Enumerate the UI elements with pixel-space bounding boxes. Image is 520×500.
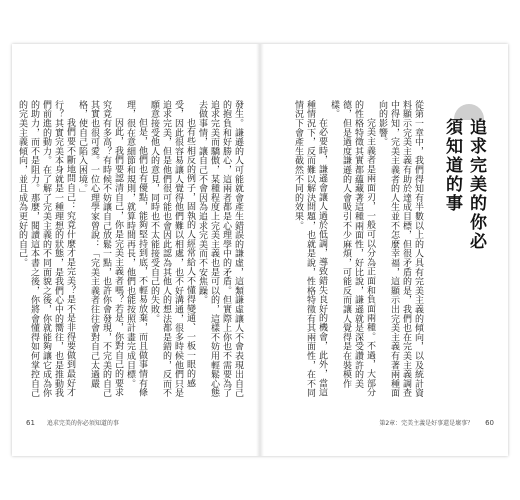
paragraph: 發生。謙遜的人可能就會產生錯誤的謙虛，這類謙虛讓人不會表現出自己的抱負和好勝心，這兩者都是心理學中的矛盾。但實際上你也不需要為了追求完美而驕傲，某種程度上完美主義也是可以的，這樣不妨用輕鬆心態去做事情，讓自己不會因為追求完美而不安焦躁。 (197, 100, 243, 398)
left-body-text (17, 100, 244, 400)
page-number: 60 (485, 419, 494, 427)
left-page (12, 44, 260, 456)
paragraph: 在必要時，謙遜會讓人過於低調，導致錯失良好的機會，此外，當這種情況下，反而難以解決問題，也就是說，性格特徵有其兩面性，在不同情況下會產生截然不同的效果。 (293, 100, 327, 398)
right-footer (379, 418, 494, 427)
right-page (260, 44, 508, 456)
chapter-title: 追求完美的你必須知道的事 (442, 118, 486, 251)
paragraph: 我們要不斷地問自己：究竟什麼才是完美？是不是非得要做到最好才行？其實完美本身就是一種理想的狀態，是我們心中的嚮往，也是推動我們前進的動力。在了解了完美主義的不同面貌之後，你就能夠讓它成為你的助力，而不是阻力。那麼，閱讀這本書之後，你將會懂得如何掌控自己的完美主義傾向，並且成為更好的自己。 (17, 100, 75, 398)
paragraph: 但是，他們也有優點，能夠堅持到底，不輕易放棄，而且做事情有條理，很在意細節和規則，就算時間再長，他們也能按照計畫完成目標。 (125, 100, 147, 397)
chapter-heading-block (440, 106, 488, 256)
paragraph: 從第一章中，我們得知有半數以上的人具有完美主義的傾向，以及統計資料顯示完美主義有助於達成目標，但很矛盾的是，我們也在完美主義調查中得知，完美主義者的人生並不怎麼幸福，這顯示出完美主義有著兩種面向的影響。 (377, 100, 423, 398)
paragraph: 完美主義者是兩面刃，一般可以分為正面和負面兩種。不過，大部分的性格特徵其實都蘊藏著這種兩面性，好比說，謙遜就是深受讚許的美德，但是過度謙遜的人會吸引不少麻煩，可能反而讓人覺得是在裝模作樣。 (329, 100, 375, 397)
paragraph: 也有些相反的例子，固執的人經常給人不懂得變通、一板一眼的感受，因此很容易讓人覺得他們難以相處，也不好溝通，很多時候他們只是追求完美，但是他們很可能也會因此認為其他人的想法都是錯的，反而不願意接受他人的意見，同時也不太能接受自己的失敗。 (149, 100, 195, 398)
running-head: 追求完美的你必須知道的事 (46, 420, 119, 427)
right-body-text (274, 100, 424, 400)
book-spread (12, 44, 508, 456)
chapter-label: 第2章：完美主義是好事還是壞事？ (379, 420, 474, 427)
left-footer (26, 418, 119, 427)
page-number: 61 (26, 419, 35, 427)
paragraph: 因此，我們要認清自己，你是完美主義者嗎？若是，你對自己的要求究竟有多高？有時候不妨讓自己放鬆一點，也許你會發現，不完美的自己其實也很可愛。一位心理學家曾說：「完美主義者往往會對自己太過嚴格，使自己陷入困境。」 (77, 100, 123, 398)
